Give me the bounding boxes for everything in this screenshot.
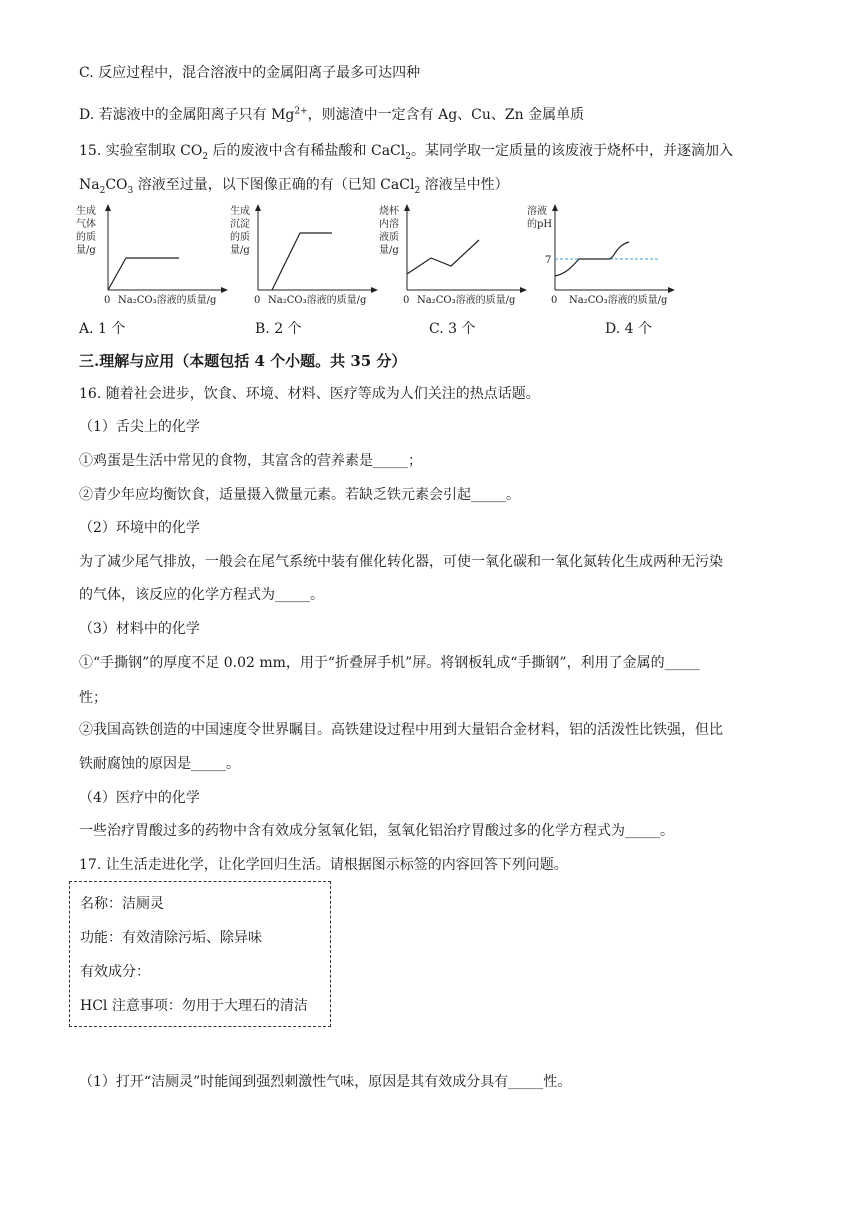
q16-part-4a: 一些治疗胃酸过多的药物中含有效成分氢氧化铝，氢氧化铝治疗胃酸过多的化学方程式为_____。 — [79, 823, 674, 839]
q16-part-2a: 为了减少尾气排放，一般会在尾气系统中装有催化转化器，可使一氧化碳和一氧化氮转化生成两种无污染 — [79, 554, 723, 570]
q15-text-f: 溶液至过量，以下图像正确的有（已知 CaCl — [133, 177, 415, 193]
q15-sub-3: 2 — [99, 185, 106, 196]
graph1-origin: 0 — [104, 295, 111, 306]
graph3-ylabel-2: 内溶 — [379, 219, 399, 230]
q16-part-2b: 的气体，该反应的化学方程式为_____。 — [79, 587, 324, 603]
q16-part-4-heading: （4）医疗中的化学 — [79, 790, 200, 806]
option-d-line — [79, 105, 584, 125]
graph3-curve — [407, 240, 479, 274]
graph4-origin: 0 — [551, 295, 558, 306]
graph4-ph7-label: 7 — [545, 255, 552, 266]
q15-text-d: Na — [79, 177, 100, 193]
option-c-line: C. 反应过程中，混合溶液中的金属阳离子最多可达四种 — [79, 65, 421, 81]
graph3-ylabel-3: 液质 — [379, 232, 399, 243]
q16-part-3b: 性； — [79, 690, 107, 706]
graph2-xlabel: Na₂CO₃溶液的质量/g — [268, 295, 367, 306]
q15-text-a: 15. 实验室制取 CO — [79, 143, 203, 159]
graph3-xlabel: Na₂CO₃溶液的质量/g — [417, 295, 516, 306]
graph-solution-ph — [525, 202, 685, 316]
graph1-curve — [108, 258, 179, 290]
choice-a: A. 1 个 — [79, 321, 126, 337]
graph4-xlabel: Na₂CO₃溶液的质量/g — [569, 295, 668, 306]
q15-sub-4: 3 — [127, 185, 134, 196]
graph3-origin: 0 — [403, 295, 410, 306]
graph1-ylabel-2: 气体 — [76, 219, 96, 230]
q16-part-3c: ②我国高铁创造的中国速度令世界瞩目。高铁建设过程中用到大量铝合金材料，铝的活泼性比铁强，但比 — [79, 722, 723, 738]
label-note: HCl 注意事项：勿用于大理石的清洁 — [80, 998, 308, 1014]
option-d-superscript: 2+ — [294, 106, 308, 117]
graph4-ylabel-1: 溶液 — [527, 206, 547, 217]
cleaner-label-box — [69, 881, 331, 1027]
graph1-ylabel-3: 的质 — [76, 232, 96, 243]
graph1-x-arrow — [221, 287, 228, 293]
graph2-origin: 0 — [254, 295, 261, 306]
graph1-ylabel-1: 生成 — [76, 206, 96, 217]
graph2-ylabel-3: 的质 — [230, 232, 250, 243]
graph2-ylabel-4: 量/g — [230, 245, 250, 256]
q15-text-c: 。某同学取一定质量的该废液于烧杯中，并逐滴加入 — [410, 143, 733, 159]
label-function: 功能：有效清除污垢、除异味 — [80, 930, 262, 946]
graph3-ylabel-4: 量/g — [379, 245, 399, 256]
graph3-y-arrow — [404, 204, 410, 211]
graph3-ylabel-1: 烧杯 — [379, 206, 399, 217]
label-ingredient: 有效成分： — [80, 964, 150, 980]
question-17: 17. 让生活走进化学，让化学回归生活。请根据图示标签的内容回答下列问题。 — [79, 857, 568, 873]
graph-beaker-solution-mass — [377, 202, 537, 316]
graph-gas-mass — [74, 202, 234, 316]
q16-part-2-heading: （2）环境中的化学 — [79, 520, 200, 536]
q16-part-3-heading: （3）材料中的化学 — [79, 621, 200, 637]
graph2-y-arrow — [255, 204, 261, 211]
option-d-text-2: ，则滤渣中一定含有 Ag、Cu、Zn 金属单质 — [307, 107, 585, 123]
graph2-ylabel-2: 沉淀 — [230, 219, 250, 230]
q16-part-3d: 铁耐腐蚀的原因是_____。 — [79, 756, 240, 772]
q15-sub-2: 2 — [405, 151, 411, 162]
q15-text-e: CO — [105, 177, 128, 193]
graph1-xlabel: Na₂CO₃溶液的质量/g — [118, 295, 217, 306]
q15-sub-5: 2 — [414, 185, 421, 196]
q15-text-b: 后的废液中含有稀盐酸和 CaCl — [208, 143, 406, 159]
section-3-heading: 三.理解与应用（本题包括 4 个小题。共 35 分） — [79, 352, 407, 370]
graph4-x-arrow — [668, 287, 675, 293]
question-16: 16. 随着社会进步，饮食、环境、材料、医疗等成为人们关注的热点话题。 — [79, 386, 540, 402]
q15-text-g: 溶液呈中性） — [420, 177, 509, 193]
q17-part-1: （1）打开“洁厕灵”时能闻到强烈刺激性气味，原因是其有效成分具有_____性。 — [79, 1074, 572, 1090]
label-name: 名称：洁厕灵 — [80, 896, 164, 912]
choice-c: C. 3 个 — [429, 321, 476, 337]
graph1-y-arrow — [105, 204, 111, 211]
graph2-curve — [272, 233, 332, 290]
question-15-line-2 — [79, 175, 509, 195]
q16-part-1a: ①鸡蛋是生活中常见的食物，其富含的营养素是_____； — [79, 453, 422, 469]
graph-precipitate-mass — [228, 202, 388, 316]
question-15-line-1 — [79, 141, 733, 161]
choice-d: D. 4 个 — [605, 321, 652, 337]
graph4-y-arrow — [552, 204, 558, 211]
option-d-text-1: D. 若滤液中的金属阳离子只有 Mg — [79, 107, 295, 123]
graph4-ylabel-2: 的pH — [527, 219, 553, 230]
q16-part-1-heading: （1）舌尖上的化学 — [79, 419, 200, 435]
q15-sub-1: 2 — [202, 151, 209, 162]
q16-part-3a: ①“手撕钢”的厚度不足 0.02 mm，用于“折叠屏手机”屏。将钢板轧成“手撕钢”，利用了金属的_____ — [79, 655, 700, 671]
q16-part-1b: ②青少年应均衡饮食，适量摄入微量元素。若缺乏铁元素会引起_____。 — [79, 487, 520, 503]
graph2-ylabel-1: 生成 — [230, 206, 250, 217]
choice-b: B. 2 个 — [255, 321, 302, 337]
graph1-ylabel-4: 量/g — [76, 245, 96, 256]
